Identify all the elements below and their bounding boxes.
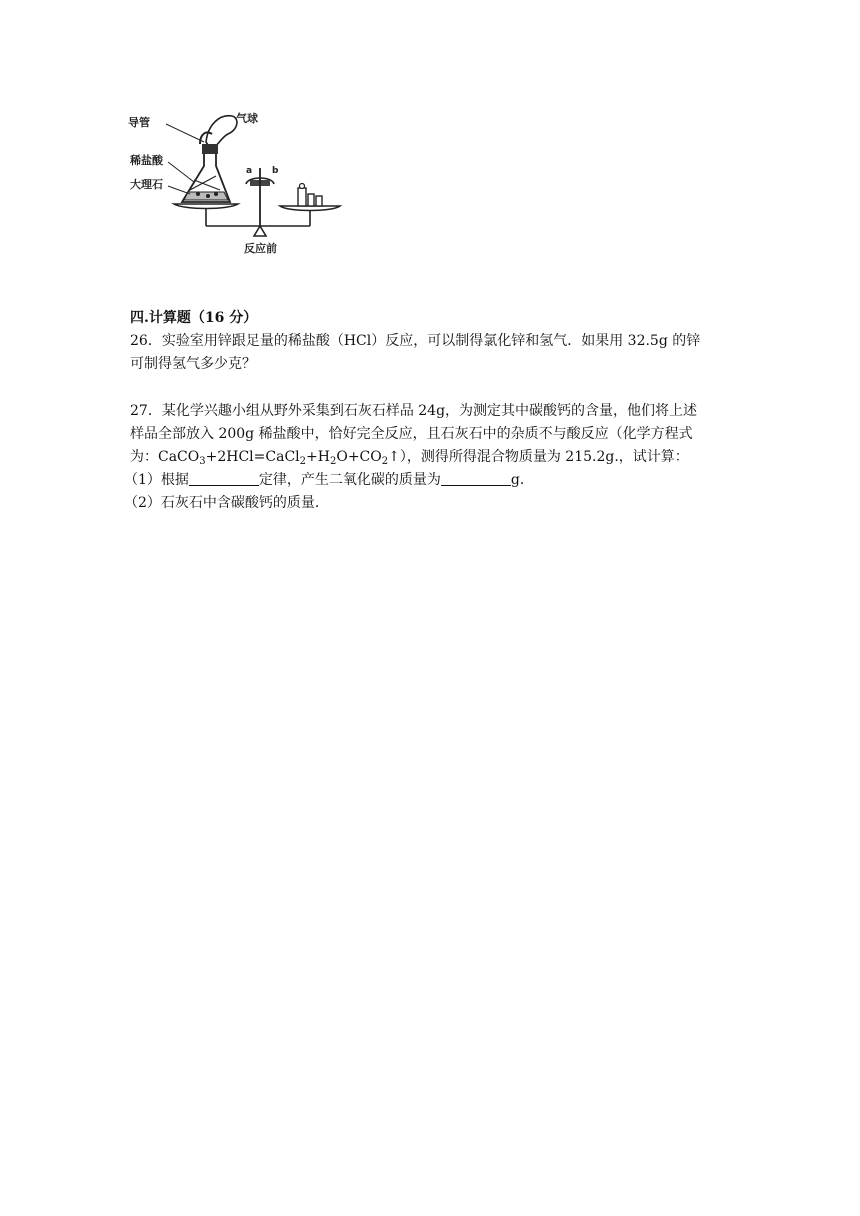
q27-part1-c: g． bbox=[510, 472, 534, 488]
marble-label: 大理石 bbox=[130, 178, 163, 191]
q27-line1: 27．某化学兴趣小组从野外采集到石灰石样品 24g，为测定其中碳酸钙的含量，他们将上述 bbox=[130, 403, 698, 419]
apparatus-figure bbox=[128, 104, 348, 264]
pointer-b-label: b bbox=[272, 166, 279, 176]
q27-line2: 样品全部放入 200g 稀盐酸中，恰好完全反应，且石灰石中的杂质不与酸反应（化学方程式 bbox=[130, 426, 693, 442]
q27-eq-sub3: 3 bbox=[199, 456, 206, 467]
q27-part2: （2）石灰石中含碳酸钙的质量． bbox=[124, 495, 329, 511]
law-answer-blank[interactable] bbox=[189, 471, 259, 486]
q27-eq-mid3: O+CO bbox=[336, 449, 382, 465]
q27-eq-mid1: +2HCl=CaCl bbox=[205, 449, 300, 465]
q26-line1: 26．实验室用锌跟足量的稀盐酸（HCl）反应，可以制得氯化锌和氢气．如果用 32.5g 的锌 bbox=[130, 333, 701, 349]
tube-label: 导管 bbox=[128, 116, 150, 129]
q27-eq-suffix: ↑），测得所得混合物质量为 215.2g.，试计算： bbox=[388, 449, 689, 465]
q27-equation-line bbox=[130, 446, 689, 468]
pointer-a-label: a bbox=[246, 166, 253, 176]
q27-part1-b: 定律，产生二氧化碳的质量为 bbox=[258, 472, 441, 488]
acid-label: 稀盐酸 bbox=[130, 154, 163, 167]
q27-part1-a: （1）根据 bbox=[124, 472, 189, 488]
q27-eq-mid2: +H bbox=[306, 449, 330, 465]
q27-eq-prefix: 为：CaCO bbox=[130, 449, 200, 465]
balloon-label: 气球 bbox=[236, 112, 258, 125]
q27-part1 bbox=[124, 469, 534, 491]
section-heading: 四.计算题（16 分） bbox=[130, 310, 258, 326]
figure-caption: 反应前 bbox=[244, 242, 277, 255]
co2-mass-answer-blank[interactable] bbox=[441, 471, 511, 486]
q27-eq-sub2c: 2 bbox=[381, 456, 389, 467]
q27-eq-sub2: 2 bbox=[299, 456, 307, 467]
q26-line2: 可制得氢气多少克？ bbox=[130, 356, 256, 372]
q27-eq-sub2b: 2 bbox=[329, 456, 337, 467]
